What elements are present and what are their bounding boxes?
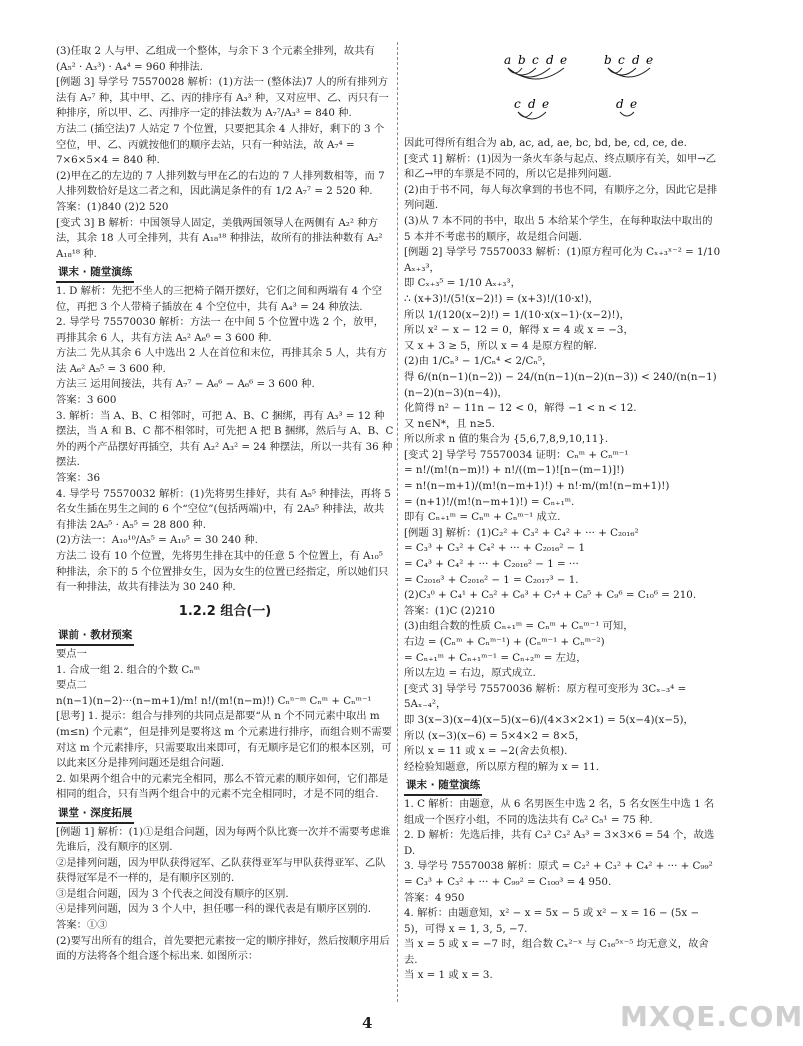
text-line: 得 6/(n(n−1)(n−2)) − 24/(n(n−1)(n−2)(n−3)) < 240/(n(n−1)(n−2)(n−3)(n−4))， bbox=[404, 370, 717, 399]
text-line: 所以左边 = 右边，原式成立. bbox=[404, 667, 536, 680]
preview-line: 要点二 bbox=[56, 679, 87, 692]
lesson-title: 1.2.2 组合(一) bbox=[178, 603, 272, 619]
column-divider bbox=[397, 42, 398, 1002]
text-line: 所以 1/(120(x−2)!) = 1/(10·x(x−1)·(x−2)!)， bbox=[404, 308, 630, 321]
text-line: [例题 3] 解析：(1)C₂² + C₃² + C₄² + ··· + C₂₀₁₆² bbox=[404, 526, 639, 539]
answer-line: 4. 解析：由题意知，x² − x = 5x − 5 或 x² − x = 16 − (5x − 5)，可得 x = 1, 3, 5, −7. bbox=[404, 907, 700, 935]
section-heading-deep-expansion: 课堂 · 深度拓展 bbox=[56, 806, 134, 824]
preview-line: n(n−1)(n−2)···(n−m+1)/m! n!/(m!(n−m)!) Cₙⁿ⁻ᵐ Cₙᵐ + Cₙᵐ⁻¹ bbox=[56, 694, 372, 707]
answer-line: (2)方法一：A₁₀¹⁰/A₅⁵ = A₁₀⁵ = 30 240 种. bbox=[56, 534, 258, 547]
text-line: = C₂₀₁₆³ + C₂₀₁₆² − 1 = C₂₀₁₇³ − 1. bbox=[404, 573, 579, 586]
page-number: 4 bbox=[362, 1014, 373, 1032]
tree-letter: c bbox=[532, 53, 539, 67]
text-line: (3)由组合数的性质 Cₙ₊₁ᵐ = Cₙᵐ + Cₙᵐ⁻¹ 可知， bbox=[404, 620, 634, 633]
tree-letter: b bbox=[604, 53, 612, 67]
tree-letter: e bbox=[630, 97, 638, 111]
after-class-answers bbox=[404, 797, 722, 984]
tree-letter: e bbox=[646, 53, 654, 67]
text-line: (3)任取 2 人与甲、乙组成一个整体，与余下 3 个元素全排列，故共有 (A₅² · A₃³) · A₄⁴ = 960 种排法. bbox=[56, 45, 375, 73]
tree-arc bbox=[508, 68, 564, 79]
left-column bbox=[56, 44, 394, 1004]
deep-expansion-answers bbox=[56, 825, 394, 965]
text-line: 即 3(x−3)(x−4)(x−5)(x−6)/(4×3×2×1) = 5(x−4)(x−5)， bbox=[404, 713, 694, 726]
text-line: ∴ (x+3)!/(5!(x−2)!) = (x+3)!/(10·x!)， bbox=[404, 292, 599, 305]
text-line: = Cₙ₊₁ᵐ + Cₙ₊₁ᵐ⁻¹ = Cₙ₊₂ᵐ = 左边， bbox=[404, 651, 587, 664]
text-line: 即 Cₓ₊₃⁵ = 1/10 Aₓ₊₃³， bbox=[404, 277, 521, 290]
answer-line: 2. 导学号 75570030 解析：方法一 在中间 5 个位置中选 2 个，放甲，再排其余 6 人，共有方法 A₅² A₆⁶ = 3 600 种. bbox=[56, 316, 385, 344]
answer-line: 方法二 设有 10 个位置，先将男生排在其中的任意 5 个位置上，有 A₁₀⁵ 种排法，余下的 5 个位置排女生，因为女生的位置已经指定，所以她们只有一种排法，故共有排法为 30 240 种. bbox=[56, 550, 389, 594]
deep-line: 答案：①③ bbox=[56, 919, 108, 932]
text-line: 所以 x = 11 或 x = −2(舍去负根). bbox=[404, 745, 568, 758]
text-line: (3)从 7 本不同的书中，取出 5 本给某个学生，在每种取法中取出的 5 本并不考虑书的顺序，故是组合问题. bbox=[404, 214, 713, 243]
text-line: [例题 2] 导学号 75570033 解析：(1)原方程可化为 Cₓ₊₃ˣ⁻² = 1/10 Aₓ₊₃³， bbox=[404, 246, 721, 274]
text-line: 即有 Cₙ₊₁ᵐ = Cₙᵐ + Cₙᵐ⁻¹ 成立. bbox=[404, 511, 561, 524]
text-line: 答案：(1)840 (2)2 520 bbox=[56, 200, 169, 213]
tree-letter: d bbox=[546, 53, 554, 67]
text-line: [变式 1] 解析：(1)因为一条火车条与起点、终点顺序有关，如甲→乙和乙→甲的车票是不同的，所以它是排列问题. bbox=[404, 152, 717, 181]
preview-line: [思考] 1. 提示：组合与排列的共同点是都要“从 n 个不同元素中取出 m (m≤n) 个元素”，但是排列是要将这 m 个元素进行排序，而组合则不需要对这 m 个元素排序，只需要取出来即可，有无顺序是它们的根本区别，可以此来区分是排列问题还是组合问题. bbox=[56, 710, 392, 770]
text-line: 因此可得所有组合为 ab, ac, ad, ae, bc, bd, be, cd, ce, de. bbox=[404, 137, 687, 149]
answer-line: 4. 导学号 75570032 解析：(1)先将男生排好，共有 A₅⁵ 种排法，再将 5 名女生插在男生之间的 6 个“空位”(包括两端)中，有 2A₅⁵ 种排法，故共有排法 2A₅⁵ · A₅⁵ = 28 800 种. bbox=[56, 487, 391, 531]
tree-letter: c bbox=[618, 53, 625, 67]
answer-line: 方法二 先从其余 6 人中选出 2 人在首位和末位，再排其余 5 人，共有方法 A₆² A₅⁵ = 3 600 种. bbox=[56, 347, 387, 375]
deep-line: ③是组合问题，因为 3 个代表之间没有顺序的区别. bbox=[56, 887, 289, 900]
text-line: = C₃³ + C₃² + C₄² + ··· + C₂₀₁₆² − 1 bbox=[404, 542, 586, 555]
tree-letter: b bbox=[518, 53, 526, 67]
answer-line: 3. 导学号 75570038 解析：原式 = C₂² + C₃² + C₄² + ··· + C₉₉² = C₃³ + C₃² + ··· + C₉₉² = C₁₀₀³ = 4 950. bbox=[404, 860, 713, 888]
answer-line: 方法三 运用间接法，共有 A₇⁷ − A₆⁶ − A₆⁶ = 3 600 种. bbox=[56, 378, 315, 391]
text-line: 答案：(1)C (2)210 bbox=[404, 604, 495, 617]
tree-letter: a bbox=[504, 53, 512, 67]
text-line: 经检验知题意，所以原方程的解为 x = 11. bbox=[404, 760, 600, 773]
answer-line: 当 x = 1 或 x = 3. bbox=[404, 969, 493, 982]
right-solution-text bbox=[404, 136, 722, 775]
right-column bbox=[404, 44, 722, 1004]
text-line: 右边 = (Cₙᵐ + Cₙᵐ⁻¹) + (Cₙᵐ⁻¹ + Cₙᵐ⁻²) bbox=[404, 636, 605, 648]
text-line: 又 x + 3 ≥ 5，所以 x = 4 是原方程的解. bbox=[404, 339, 597, 352]
practice-answers bbox=[56, 284, 394, 596]
tree-diagram-svg bbox=[404, 44, 722, 136]
text-line: = n!/(m!(n−m)!) + n!/((m−1)![n−(m−1)]!) bbox=[404, 464, 625, 477]
tree-arc bbox=[518, 112, 546, 119]
answer-line: 1. C 解析：由题意，从 6 名男医生中选 2 名，5 名女医生中选 1 名组成一个医疗小组，不同的选法共有 C₆² C₅¹ = 75 种. bbox=[404, 797, 715, 826]
deep-line: ②是排列问题，因为甲队获得冠军、乙队获得亚军与甲队获得亚军、乙队获得冠军是不一样的，是有顺序区别的. bbox=[56, 856, 386, 885]
text-line: (2)由于书不同，每人每次拿到的书也不同，有顺序之分，因此它是排列问题. bbox=[404, 183, 718, 212]
tree-arc bbox=[608, 68, 650, 77]
tree-arc bbox=[620, 112, 634, 116]
text-line: = C₄³ + C₄² + ··· + C₂₀₁₆² − 1 = ··· bbox=[404, 558, 579, 571]
text-line: 化简得 n² − 11n − 12 < 0，解得 −1 < n < 12. bbox=[404, 402, 637, 415]
answer-line: 2. D 解析：先选后排，共有 C₃² C₃² A₃³ = 3×3×6 = 54 个，故选 D. bbox=[404, 829, 715, 857]
deep-line: ④是排列问题，因为 3 个人中，担任哪一科的课代表是有顺序区别的. bbox=[56, 903, 371, 916]
combination-tree-diagram bbox=[404, 44, 722, 136]
answer-line: 1. D 解析：先把不坐人的三把椅子隔开摆好，它们之间和两端有 4 个空位，再把 3 个人带椅子插放在 4 个空位中，共有 A₄³ = 24 种放法. bbox=[56, 284, 383, 313]
tree-letter: e bbox=[560, 53, 568, 67]
answer-line: 答案：36 bbox=[56, 472, 100, 485]
preview-line: 1. 合成一组 2. 组合的个数 Cₙᵐ bbox=[56, 663, 201, 676]
text-line: (2)甲在乙的左边的 7 人排列数与甲在乙的右边的 7 人排列数相等，而 7 人排列数恰好是这二者之和，因此满足条件的有 1/2 A₇⁷ = 2 520 种. bbox=[56, 169, 385, 198]
text-line: (2)C₃⁰ + C₄¹ + C₅² + C₆³ + C₇⁴ + C₈⁵ + C₉⁶ = C₁₀⁶ = 210. bbox=[404, 589, 697, 602]
answer-line: 答案：3 600 bbox=[56, 394, 117, 407]
preview-line: 要点一 bbox=[56, 647, 87, 660]
deep-line: [例题 1] 解析：(1)①是组合问题，因为每两个队比赛一次并不需要考虑谁先谁后，没有顺序的区别. bbox=[56, 825, 391, 854]
text-line: 方法二 (插空法)7 人站定 7 个位置，只要把其余 4 人排好，剩下的 3 个空位，甲、乙、丙就按他们的顺序去站，只有一种站法，故 A₇⁴ = 7×6×5×4 = 840 种. bbox=[56, 122, 385, 167]
section-heading-preview: 课前 · 教材预案 bbox=[56, 628, 134, 646]
section-heading-in-class-practice: 课末 · 随堂演练 bbox=[56, 265, 134, 283]
tree-letter: e bbox=[542, 97, 550, 111]
tree-letter: d bbox=[616, 97, 624, 111]
tree-letter: d bbox=[632, 53, 640, 67]
answer-line: 答案：4 950 bbox=[404, 891, 465, 904]
text-line: (2)由 1/Cₙ³ − 1/Cₙ⁴ < 2/Cₙ⁵， bbox=[404, 355, 553, 368]
text-line: [例题 3] 导学号 75570028 解析：(1)方法一 (整体法)7 人的所有排列方法有 A₇⁷ 种，其中甲、乙、丙的排序有 A₃³ 种，又对应甲、乙、丙只有一种排序，所以甲、乙、丙排序一定的排法数为 A₇⁷/A₃³ = 840 种. bbox=[56, 76, 389, 120]
text-line: 又 n∈N*，且 n≥5. bbox=[404, 417, 495, 430]
tree-letter: c bbox=[514, 97, 521, 111]
text-line: 所以 (x−3)(x−6) = 5×4×2 = 8×5， bbox=[404, 729, 586, 742]
answer-line: 当 x = 5 或 x = −7 时，组合数 Cₓ²⁻ˣ 与 C₁₆⁵ˣ⁻⁵ 均无意义，故舍去. bbox=[404, 938, 709, 966]
text-line: [变式 3] 导学号 75570036 解析：原方程可变形为 3Cₓ₋₃⁴ = 5Aₓ₋₄²， bbox=[404, 682, 687, 711]
section-heading-after-class: 课末 · 随堂演练 bbox=[404, 778, 482, 796]
text-line: 所以所求 n 值的集合为 {5,6,7,8,9,10,11}. bbox=[404, 433, 609, 446]
watermark-logo: MXQE.COM bbox=[620, 1000, 803, 1033]
text-line: = (n+1)!/(m!(n−m+1)!) = Cₙ₊₁ᵐ. bbox=[404, 495, 575, 508]
preview-line: 2. 如果两个组合中的元素完全相同，那么不管元素的顺序如何，它们都是相同的组合，只有当两个组合中的元素不完全相同时，才是不同的组合. bbox=[56, 772, 389, 801]
tree-letter: d bbox=[528, 97, 536, 111]
text-line: [变式 3] B 解析：中国领导人固定，美俄两国领导人在两侧有 A₂² 种方法，其余 18 人可全排列，共有 A₁₈¹⁸ 种排法，故所有的排法种数有 A₂² A₁₈¹⁸ 种. bbox=[56, 216, 383, 260]
left-solution-text bbox=[56, 44, 394, 262]
text-line: = n!(n−m+1)/(m!(n−m+1)!) + n!·m/(m!(n−m+1)!) bbox=[404, 480, 670, 493]
preview-answers bbox=[56, 647, 394, 803]
text-line: [变式 2] 导学号 75570034 证明：Cₙᵐ + Cₙᵐ⁻¹ bbox=[404, 448, 629, 461]
text-line: 所以 x² − x − 12 = 0，解得 x = 4 或 x = −3， bbox=[404, 324, 634, 337]
deep-line: (2)要写出所有的组合，首先要把元素按一定的顺序排好，然后按顺序用后面的方法将各个组合逐个标出来. 如图所示： bbox=[56, 934, 390, 963]
answer-line: 3. 解析：当 A、B、C 相邻时，可把 A、B、C 捆绑，再有 A₃³ = 12 种摆法，当 A 和 B、C 都不相邻时，可先把 A 把 B 捆绑，然后与 A、B、C 外的两个产品摆好再插空，共有 A₂² A₃² = 24 种摆法，所以一共有 36 种摆法. bbox=[56, 409, 394, 469]
